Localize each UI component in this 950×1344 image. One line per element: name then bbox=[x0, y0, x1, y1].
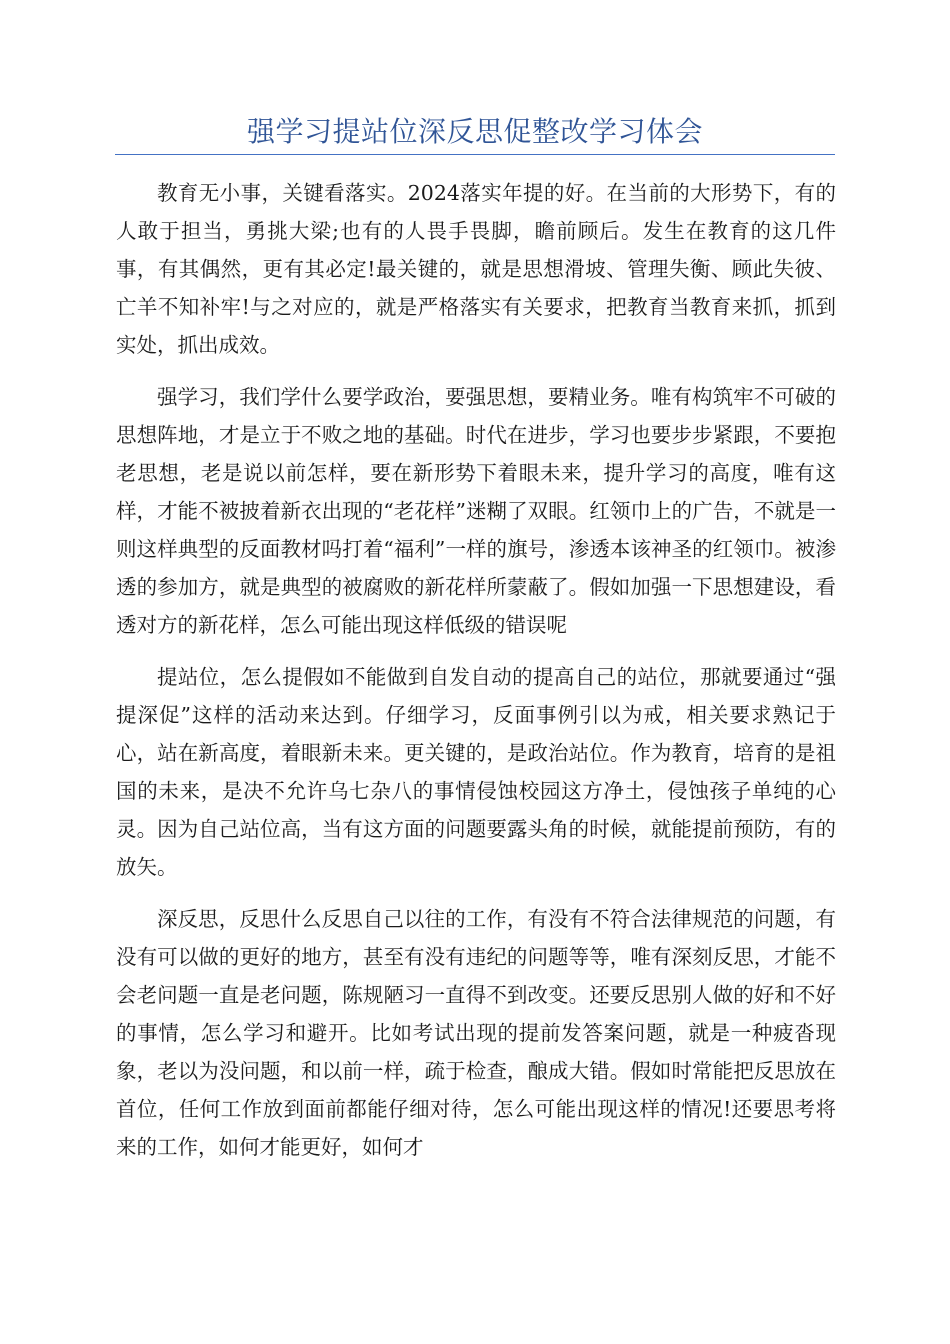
paragraph-1: 教育无小事，关键看落实。2024落实年提的好。在当前的大形势下，有的人敢于担当，勇挑大梁;也有的人畏手畏脚，瞻前顾后。发生在教育的这几件事，有其偶然，更有其必定!最关键的，就是思想滑坡、管理失衡、顾此失彼、亡羊不知补牢!与之对应的，就是严格落实有关要求，把教育当教育来抓，抓到实处，抓出成效。 bbox=[116, 181, 836, 357]
paragraph-2: 强学习，我们学什么要学政治，要强思想，要精业务。唯有构筑牢不可破的思想阵地，才是立于不败之地的基础。时代在进步，学习也要步步紧跟，不要抱老思想，老是说以前怎样，要在新形势下着眼未来，提升学习的高度，唯有这样，才能不被披着新衣出现的“老花样”迷糊了双眼。红领巾上的广告，不就是一则这样典型的反面教材吗打着“福利”一样的旗号，渗透本该神圣的红领巾。被渗透的参加方，就是典型的被腐败的新花样所蒙蔽了。假如加强一下思想建设，看透对方的新花样，怎么可能出现这样低级的错误呢 bbox=[116, 385, 836, 637]
paragraph-3: 提站位，怎么提假如不能做到自发自动的提高自己的站位，那就要通过“强提深促”这样的活动来达到。仔细学习，反面事例引以为戒，相关要求熟记于心，站在新高度，着眼新未来。更关键的，是政治站位。作为教育，培育的是祖国的未来，是决不允许乌七杂八的事情侵蚀校园这方净土，侵蚀孩子单纯的心灵。因为自己站位高，当有这方面的问题要露头角的时候，就能提前预防，有的放矢。 bbox=[116, 665, 836, 879]
document-body bbox=[116, 174, 836, 1180]
paragraph-4: 深反思，反思什么反思自己以往的工作，有没有不符合法律规范的问题，有没有可以做的更好的地方，甚至有没有违纪的问题等等，唯有深刻反思，才能不会老问题一直是老问题，陈规陋习一直得不到改变。还要反思别人做的好和不好的事情，怎么学习和避开。比如考试出现的提前发答案问题，就是一种疲沓现象，老以为没问题，和以前一样，疏于检查，酿成大错。假如时常能把反思放在首位，任何工作放到面前都能仔细对待，怎么可能出现这样的情况!还要思考将来的工作，如何才能更好，如何才 bbox=[116, 907, 836, 1159]
title-underline bbox=[115, 154, 835, 155]
document-title: 强学习提站位深反思促整改学习体会 bbox=[246, 115, 703, 148]
